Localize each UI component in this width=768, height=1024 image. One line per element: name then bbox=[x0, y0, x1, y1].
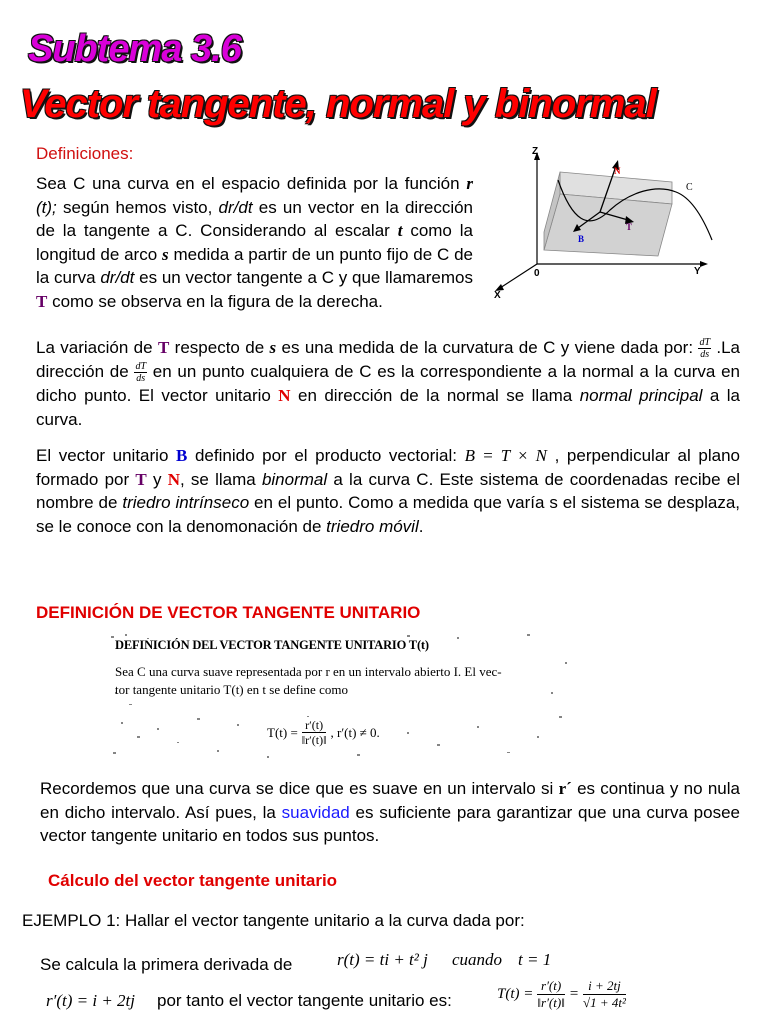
formula-fraction bbox=[583, 978, 626, 1011]
ejemplo-statement: EJEMPLO 1: Hallar el vector tangente unitario a la curva dada por: bbox=[22, 911, 525, 930]
text: es una medida de la curvatura de C y viene dada por: bbox=[276, 338, 699, 357]
text: en un punto cualquiera de C es la correspondiente a la normal a la curva en dicho punto. El vector unitario bbox=[36, 362, 740, 406]
s-symbol: s bbox=[269, 338, 277, 357]
cross-product-formula: B = T × N bbox=[464, 446, 547, 465]
z-axis-label: Z bbox=[532, 146, 539, 157]
n-vector-label: N bbox=[614, 166, 621, 176]
text: a la curva C. Este sistema de coordenadas recibe el nombre de bbox=[36, 469, 740, 512]
tangent-intro-text: por tanto el vector tangente unitario es: bbox=[157, 991, 452, 1010]
subtitle-subtema: Subtema 3.6 bbox=[28, 28, 241, 70]
dt-ds-fraction bbox=[698, 337, 711, 360]
text: El vector unitario bbox=[36, 446, 177, 465]
b-vector-label: B bbox=[578, 234, 585, 244]
paragraph-binormal bbox=[36, 444, 740, 538]
r-symbol: r bbox=[466, 174, 473, 193]
r-prime-symbol: r´ bbox=[558, 779, 572, 798]
n-vector-symbol: N bbox=[278, 386, 291, 406]
formula-lhs: T(t) = bbox=[497, 986, 534, 1002]
curve-formula: r(t) = ti + t² j bbox=[337, 950, 428, 969]
fraction-denominator: ‖r′(t)‖ bbox=[537, 995, 565, 1010]
paragraph-suavidad bbox=[40, 777, 740, 848]
equals-sign: = bbox=[568, 986, 579, 1002]
formula-fraction bbox=[302, 718, 327, 747]
y-axis-arrow bbox=[700, 261, 708, 267]
normal-principal-term: normal principal bbox=[579, 386, 703, 406]
text: respecto de bbox=[169, 338, 270, 357]
text: a la curva. bbox=[36, 386, 741, 429]
binormal-term: binormal bbox=[261, 469, 328, 489]
curve-c-label: C bbox=[686, 182, 693, 193]
text: es continua y no nula en dicho intervalo. Así pues, la bbox=[40, 779, 740, 822]
text: , se llama bbox=[179, 469, 262, 489]
calc-text: Se calcula la primera derivada de bbox=[40, 955, 293, 974]
text: , perpendicular al plano formado por bbox=[36, 446, 740, 489]
fraction-numerator: dT bbox=[699, 337, 710, 349]
fraction-denominator: ‖r′(t)‖ bbox=[301, 733, 327, 747]
scanned-definition-image bbox=[107, 632, 573, 762]
definiciones-label: Definiciones: bbox=[36, 144, 134, 163]
fraction-denominator: ds bbox=[136, 373, 146, 385]
text: medida a partir de un punto fijo de C de la curva bbox=[36, 244, 473, 287]
text: en el punto. Como a medida que varía s el sistema se desplaza, se le conoce con la denomonación de bbox=[36, 493, 740, 536]
drdt-symbol: dr/dt bbox=[100, 268, 135, 287]
scan-tangent-formula bbox=[267, 718, 380, 747]
scan-definition-title: DEFINICIÓN DEL VECTOR TANGENTE UNITARIO T(t) bbox=[115, 638, 429, 652]
t-vector-symbol: T bbox=[36, 291, 48, 311]
text: como se observa en la figura de la derecha. bbox=[47, 291, 383, 311]
fraction-numerator: r′(t) bbox=[302, 718, 327, 733]
text: es un vector en la dirección de la tangente a C. Considerando al escalar bbox=[36, 197, 474, 240]
triedro-intrinseco-term: triedro intrínseco bbox=[122, 493, 250, 512]
n-vector-symbol: N bbox=[167, 469, 180, 489]
paragraph-curve-definition bbox=[36, 172, 473, 313]
triedro-movil-term: triedro móvil bbox=[326, 516, 419, 536]
t-vector-symbol: T bbox=[135, 469, 147, 489]
text: Recordemos que una curva se dice que es suave en un intervalo si bbox=[40, 779, 559, 798]
b-vector-symbol: B bbox=[176, 446, 188, 465]
t-vector-symbol: T bbox=[157, 338, 170, 357]
unit-tangent-formula bbox=[497, 978, 626, 1011]
paragraph-curvature bbox=[36, 336, 740, 431]
y-axis-label: Y bbox=[694, 266, 701, 277]
s-symbol: s bbox=[162, 244, 169, 264]
derivative-formula: r′(t) = i + 2tj bbox=[46, 991, 135, 1010]
fraction-denominator: √1 + 4t² bbox=[582, 995, 626, 1010]
formula-condition: , r′(t) ≠ 0. bbox=[330, 724, 380, 740]
text: Sea C una curva en el espacio definida por la función bbox=[36, 174, 467, 193]
t-vector-label: T bbox=[626, 222, 633, 232]
formula-fraction bbox=[537, 978, 564, 1011]
page-title: Vector tangente, normal y binormal bbox=[20, 82, 656, 126]
text: en dirección de la normal se llama bbox=[290, 386, 580, 406]
text: es suficiente para garantizar que una curva posee vector tangente unitario en todos sus puntos. bbox=[40, 802, 741, 845]
dt-ds-fraction bbox=[134, 361, 147, 384]
origin-label: 0 bbox=[534, 268, 540, 279]
text: .La dirección de bbox=[36, 338, 740, 382]
fraction-numerator: dT bbox=[135, 361, 147, 373]
scan-definition-line: tor tangente unitario T(t) en t se define como bbox=[115, 682, 348, 697]
text: La variación de bbox=[36, 338, 158, 357]
section-heading-vector-tangente: DEFINICIÓN DE VECTOR TANGENTE UNITARIO bbox=[36, 603, 421, 622]
scan-definition-line: Sea C una curva suave representada por r en un intervalo abierto I. El vec- bbox=[115, 664, 502, 679]
drdt-symbol: dr/dt bbox=[218, 197, 253, 217]
text: según hemos visto, bbox=[56, 197, 219, 217]
text: . bbox=[418, 516, 424, 536]
triedro-figure bbox=[480, 140, 730, 300]
plane-face bbox=[544, 194, 672, 256]
fraction-numerator: r′(t) bbox=[537, 978, 564, 995]
text: y bbox=[146, 469, 168, 489]
t-condition: t = 1 bbox=[518, 950, 552, 969]
section-heading-calculo: Cálculo del vector tangente unitario bbox=[48, 871, 338, 890]
x-axis-label: X bbox=[494, 290, 501, 300]
suavidad-link[interactable]: suavidad bbox=[281, 802, 350, 822]
formula-lhs: T(t) = bbox=[267, 724, 298, 740]
t-symbol: t bbox=[397, 221, 403, 240]
text: (t); bbox=[36, 197, 57, 217]
cuando-word: cuando bbox=[452, 950, 503, 969]
x-axis bbox=[500, 264, 537, 288]
fraction-denominator: ds bbox=[700, 349, 710, 361]
text: definido por el producto vectorial: bbox=[187, 446, 465, 465]
text: es un vector tangente a C y que llamaremos bbox=[134, 268, 473, 287]
fraction-numerator: i + 2tj bbox=[583, 978, 626, 995]
text: como la longitud de arco bbox=[36, 221, 473, 264]
